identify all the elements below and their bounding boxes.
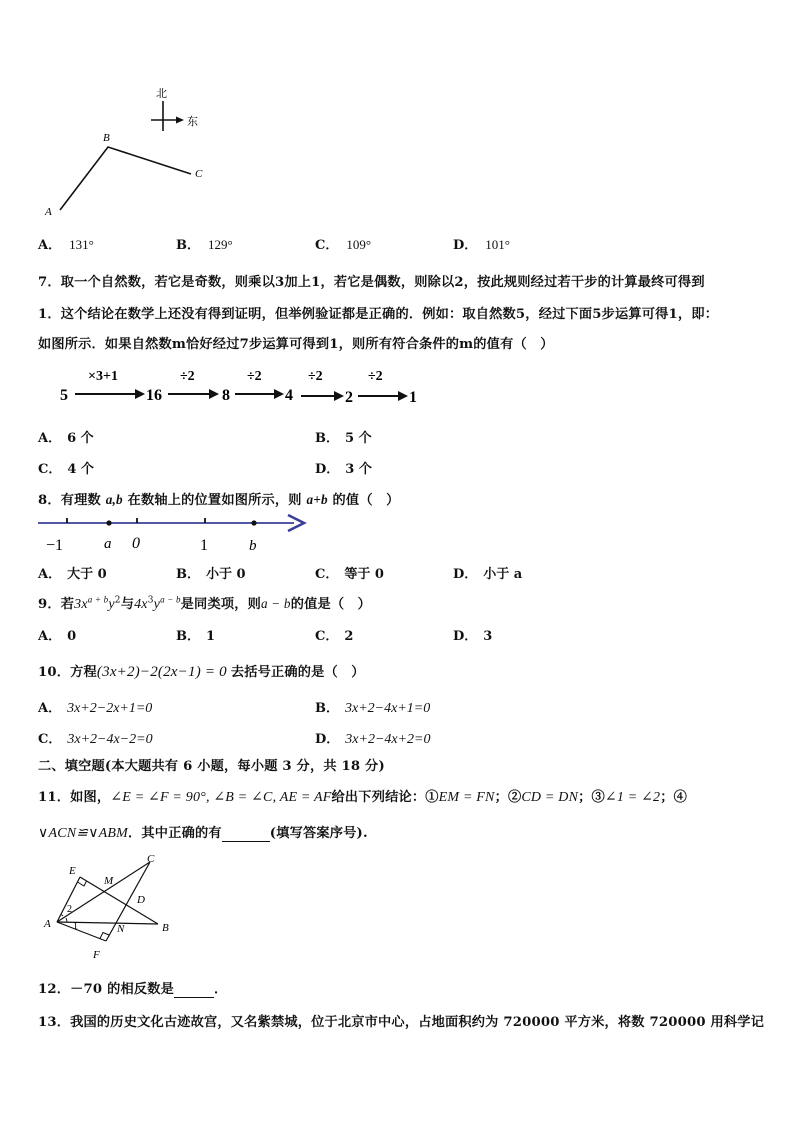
q6-option-b: B． 129° (176, 237, 233, 253)
point-label-a: A (45, 206, 52, 218)
chain-arrow-4-head-icon (334, 391, 344, 401)
point-label-c: C (195, 168, 203, 180)
point-label-c: C (147, 853, 155, 865)
point-label-m: M (104, 875, 114, 887)
q8-option-d: D． 小于 a (453, 567, 523, 582)
q7-option-d: D． 3 个 (315, 462, 372, 477)
q8-number-line (0, 510, 794, 555)
q9-option-b: B． 1 (176, 629, 216, 644)
point-label-d: D (137, 894, 145, 906)
q7-stem-line1: 7．取一个自然数，若它是奇数，则乘以3加上1，若它是偶数，则除以2，按此规则经过若干步的计算最终可得到 (38, 275, 705, 290)
chain-number-5: 5 (60, 387, 68, 404)
compass-east-arrow-icon (176, 117, 184, 124)
q8-option-b: B． 小于 0 (176, 567, 246, 582)
chain-number-1: 1 (409, 389, 417, 406)
q9-option-a: A． 0 (38, 629, 77, 644)
angle-arc-2 (61, 915, 63, 917)
chain-op-4: ÷2 (308, 369, 323, 384)
chain-op-1: ×3+1 (88, 369, 118, 384)
q6-option-c: C． 109° (315, 237, 372, 253)
q9-option-c: C． 2 (315, 629, 354, 644)
angle-label-1: 1 (73, 921, 78, 932)
chain-number-2: 2 (345, 389, 353, 406)
q6-figure (0, 0, 794, 230)
chain-number-16: 16 (146, 387, 162, 404)
chain-op-5: ÷2 (368, 369, 383, 384)
q7-stem-line2: 1．这个结论在数学上还没有得到证明，但举例验证都是正确的．例如：取自然数5，经过下面5步运算可得1，即： (38, 307, 719, 322)
right-angle-e (78, 881, 87, 886)
chain-arrow-2-head-icon (209, 389, 219, 399)
angle-label-2: 2 (67, 904, 72, 915)
q7-operation-chain (0, 360, 794, 410)
point-label-a: A (44, 918, 51, 930)
route-line-abc (60, 147, 191, 210)
q11-figure (0, 850, 794, 965)
point-a-dot (106, 520, 111, 525)
point-label-b: B (162, 922, 169, 934)
point-label-n: N (117, 923, 125, 935)
axis-label-zero: 0 (132, 535, 140, 552)
q10-option-b: B． 3x+2−4x+1=0 (315, 701, 431, 716)
axis-label-one: 1 (200, 537, 208, 554)
chain-number-8: 8 (222, 387, 230, 404)
q8-option-c: C． 等于 0 (315, 567, 384, 582)
q10-option-d: D． 3x+2−4x+2=0 (315, 732, 431, 747)
q6-option-a: A． 131° (38, 237, 94, 253)
q9-stem: 9．若$3x^{a + b}y^2$与$4x^3y^{a - b}$是同类项，则a − b的值是（ ） (38, 594, 372, 612)
q11-answer-blank[interactable] (222, 826, 270, 842)
chain-arrow-3-head-icon (274, 389, 284, 399)
q10-option-a: A． 3x+2−2x+1=0 (38, 701, 153, 716)
q10-stem: 10．方程(3x+2)−2(2x−1) = 0 去括号正确的是（ ） (38, 664, 365, 680)
q10-option-c: C． 3x+2−4x−2=0 (38, 732, 153, 747)
axis-label-minus-one: −1 (46, 537, 64, 554)
chain-op-3: ÷2 (247, 369, 262, 384)
segment-af (57, 922, 106, 941)
q9-option-d: D． 3 (453, 629, 493, 644)
q7-option-c: C． 4 个 (38, 462, 94, 477)
angle-arc-1 (66, 918, 67, 922)
point-label-f: F (93, 949, 100, 961)
q7-option-a: A． 6 个 (38, 431, 94, 446)
point-label-b: B (103, 132, 110, 144)
chain-arrow-1-head-icon (135, 389, 145, 399)
axis-label-b: b (249, 538, 257, 554)
q11-stem-line2: ∨ACN≌∨ABM．其中正确的有 (填写答案序号). (38, 826, 368, 841)
point-label-e: E (69, 865, 76, 877)
point-b-dot (251, 520, 256, 525)
section-2-title: 二、填空题(本大题共有 6 小题，每小题 3 分，共 18 分) (38, 759, 385, 774)
q8-option-a: A． 大于 0 (38, 567, 107, 582)
compass-east-label: 东 (187, 116, 198, 128)
chain-number-4: 4 (285, 387, 293, 404)
q6-option-d: D． 101° (453, 237, 510, 253)
q8-stem: 8．有理数 a,b 在数轴上的位置如图所示，则 a+b 的值（ ） (38, 492, 400, 508)
compass-north-label: 北 (156, 88, 167, 100)
axis-label-a: a (104, 536, 112, 552)
chain-arrow-5-head-icon (398, 391, 408, 401)
q13-stem: 13．我国的历史文化古迹故宫，又名紫禁城，位于北京市中心，占地面积约为 720000 平方米，将数 720000 用科学记 (38, 1015, 765, 1030)
q7-option-b: B． 5 个 (315, 431, 372, 446)
q11-stem-line1: 11．如图，∠E = ∠F = 90°, ∠B = ∠C, AE = AF给出下列结论：①EM = FN；②CD = DN；③∠1 = ∠2；④ (38, 790, 687, 805)
q7-stem-line3: 如图所示．如果自然数m恰好经过7步运算可得到1，则所有符合条件的m的值有（ ） (38, 337, 554, 352)
q12-answer-blank[interactable] (174, 982, 214, 998)
q12-stem: 12．－70 的相反数是 ． (38, 982, 228, 997)
chain-op-2: ÷2 (180, 369, 195, 384)
